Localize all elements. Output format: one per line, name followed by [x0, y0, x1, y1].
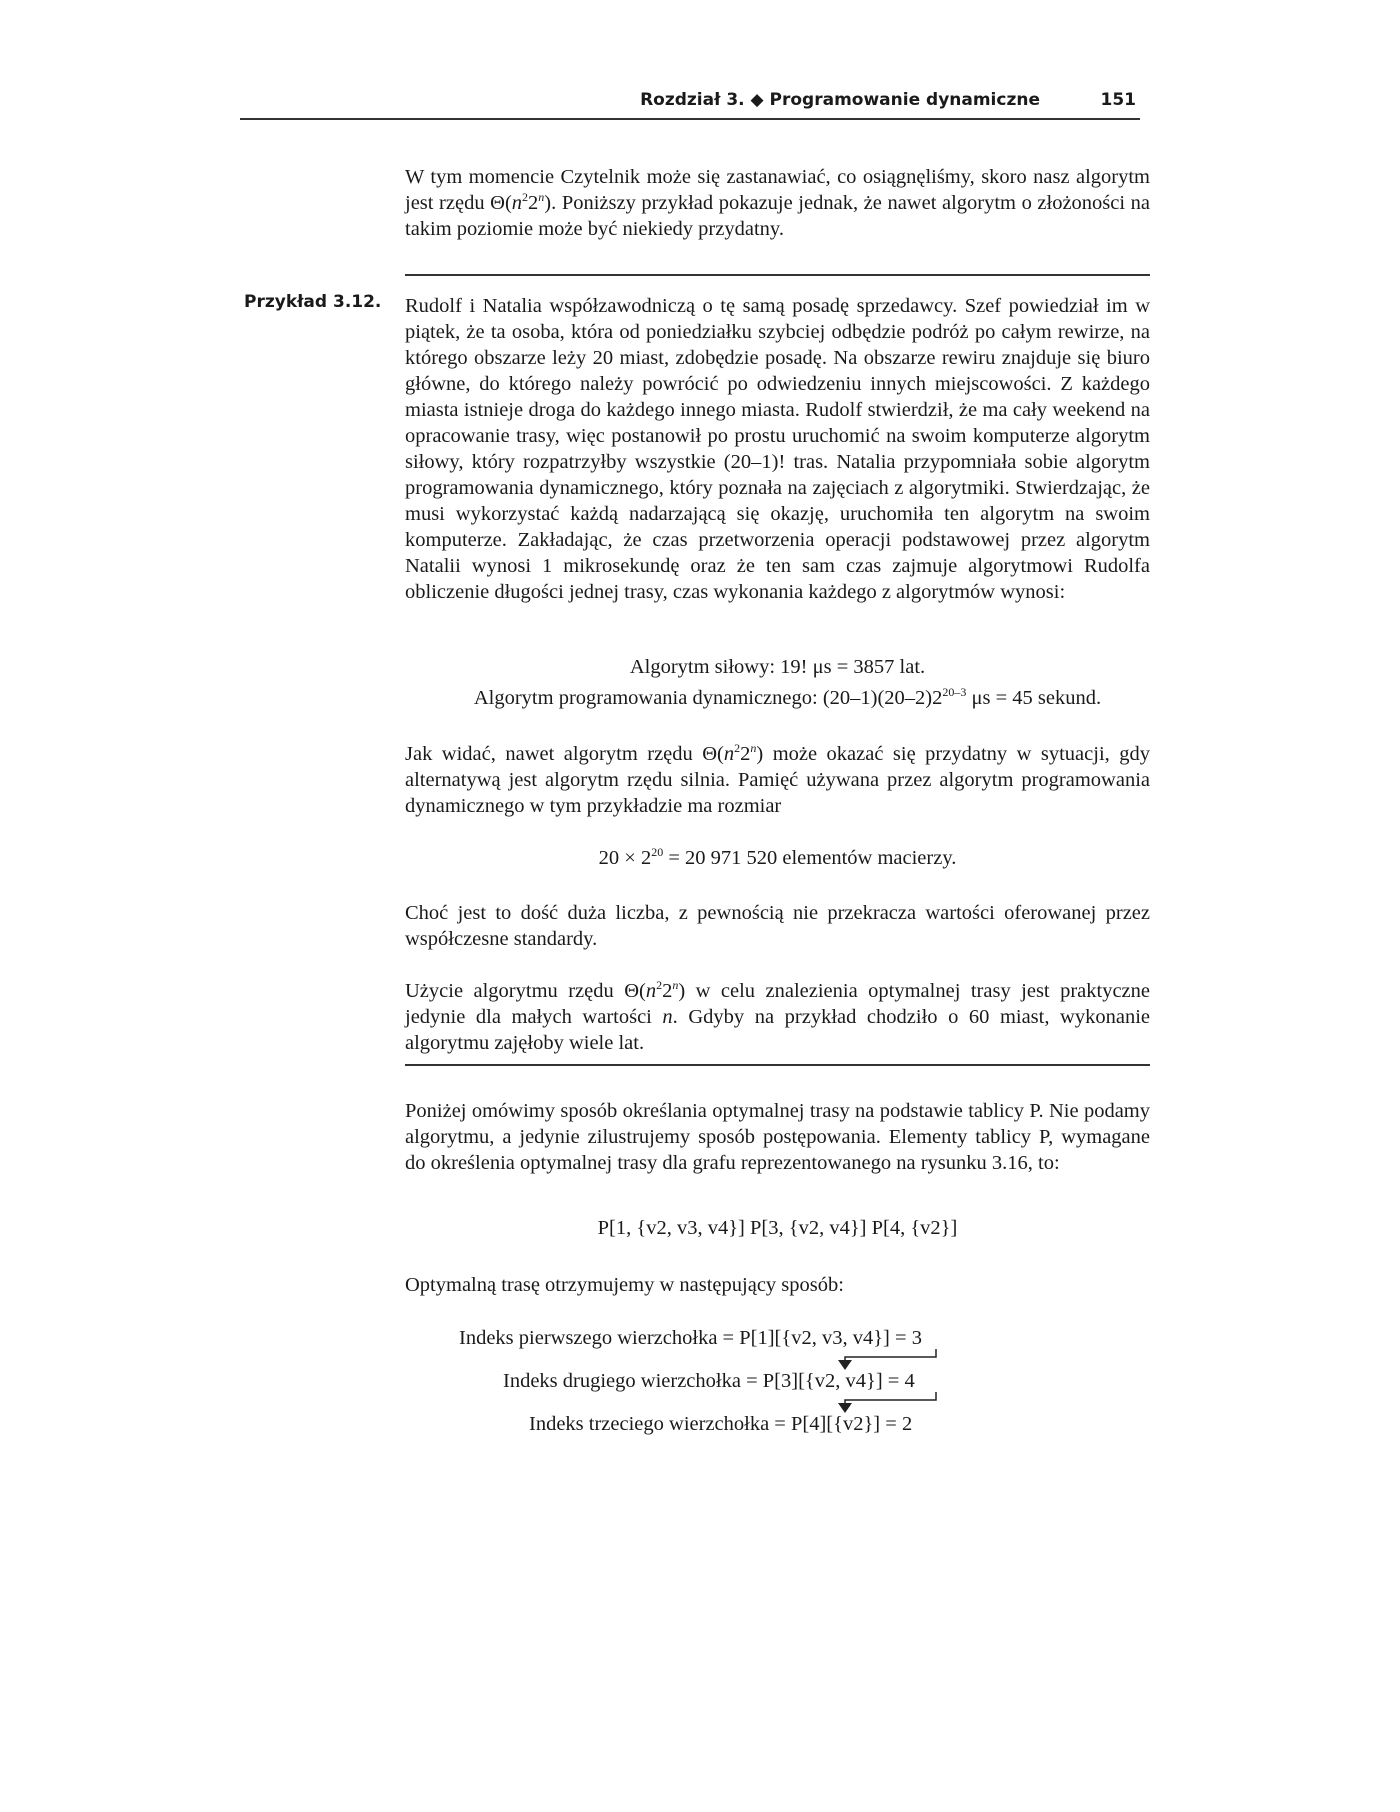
arrowhead-2: [838, 1403, 852, 1413]
third-vertex-index: Indeks trzeciego wierzchołka = P[4][{v2}] = 2: [529, 1413, 913, 1435]
example-paragraph-3: Choć jest to dość duża liczba, z pewnością nie przekracza wartości oferowanej przez współczesne standardy.: [405, 902, 1150, 950]
route-paragraph: Poniżej omówimy sposób określania optymalnej trasy na podstawie tablicy P. Nie podamy algorytmu, a jedynie zilustrujemy sposób postępowania. Elementy tablicy P, wymagane do określenia optymalnej trasy dla grafu reprezentowanego na rysunku 3.16, to:: [405, 1100, 1150, 1174]
equation-brute-force: Algorytm siłowy: 19! μs = 3857 lat.: [629, 656, 926, 678]
chapter-title: Rozdział 3. ◆ Programowanie dynamiczne: [640, 90, 1040, 110]
arrow-second-to-third: [845, 1392, 936, 1409]
second-vertex-index: Indeks drugiego wierzchołka = P[3][{v2, v4}] = 4: [503, 1370, 915, 1392]
example-label: Przykład 3.12.: [244, 292, 382, 312]
page-number: 151: [1100, 90, 1136, 110]
equation-table-elements: P[1, {v2, v3, v4}] P[3, {v2, v4}] P[4, {v2}]: [597, 1217, 958, 1239]
example-paragraph-2: Jak widać, nawet algorytm rzędu $\Theta(n^22^n)$ może okazać się przydatny w sytuacji, gdy alternatywą jest algorytm rzędu silnia. Pamięć używana przez algorytm programowania dynamicznego w tym przykładzie ma rozmiar: [405, 741, 1150, 817]
example-paragraph-4: Użycie algorytmu rzędu $\Theta(n^22^n)$ w celu znalezienia optymalnej trasy jest praktyczne jedynie dla małych wartości n. Gdyby na przykład chodziło o 60 miast, wykonanie algorytmu zajęłoby wiele lat.: [405, 978, 1151, 1054]
route-paragraph-2: Optymalną trasę otrzymujemy w następujący sposób:: [405, 1274, 844, 1296]
equation-dynamic: Algorytm programowania dynamicznego: (20–1)(20–2)2$^{20-3}$ μs = 45 sekund.: [473, 685, 1102, 709]
arrow-first-to-second: [845, 1349, 936, 1366]
arrowhead-1: [838, 1360, 852, 1370]
first-vertex-index: Indeks pierwszego wierzchołka = P[1][{v2, v3, v4}] = 3: [459, 1327, 922, 1349]
equation-memory: $20 \times 2^{20} = 20$ 971 520 elementów macierzy.: [598, 845, 957, 869]
example-paragraph: Rudolf i Natalia współzawodniczą o tę samą posadę sprzedawcy. Szef powiedział im w piątek, że ta osoba, która od poniedziałku szybciej odbędzie podróż po całym rewirze, na którego obszarze leży 20 miast, zdobędzie posadę. Na obszarze rewiru znajduje się biuro główne, do którego należy powrócić po odwiedzeniu innych miejscowości. Z każdego miasta istnieje droga do każdego innego miasta. Rudolf stwierdził, że ma cały weekend na opracowanie trasy, więc postanowił po prostu uruchomić na swoim komputerze algorytm siłowy, który rozpatrzyłby wszystkie (20–1)! tras. Natalia przypomniała sobie algorytm programowania dynamicznego, który poznała na zajęciach z algorytmiki. Stwierdzając, że musi wykorzystać każdą nadarzającą się okazję, uruchomiła ten algorytm na swoim komputerze. Zakładając, że czas przetworzenia operacji podstawowej przez algorytm Natalii wynosi 1 mikrosekundę oraz że ten sam czas zajmuje algorytmowi Rudolfa obliczenie długości jednej trasy, czas wykonania każdego z algorytmów wynosi:: [405, 295, 1150, 603]
intro-paragraph: W tym momencie Czytelnik może się zastanawiać, co osiągnęliśmy, skoro nasz algorytm jest rzędu $\Theta(n^22^n)$. Poniższy przykład pokazuje jednak, że nawet algorytm o złożoności na takim poziomie może być niekiedy przydatny.: [405, 166, 1150, 240]
